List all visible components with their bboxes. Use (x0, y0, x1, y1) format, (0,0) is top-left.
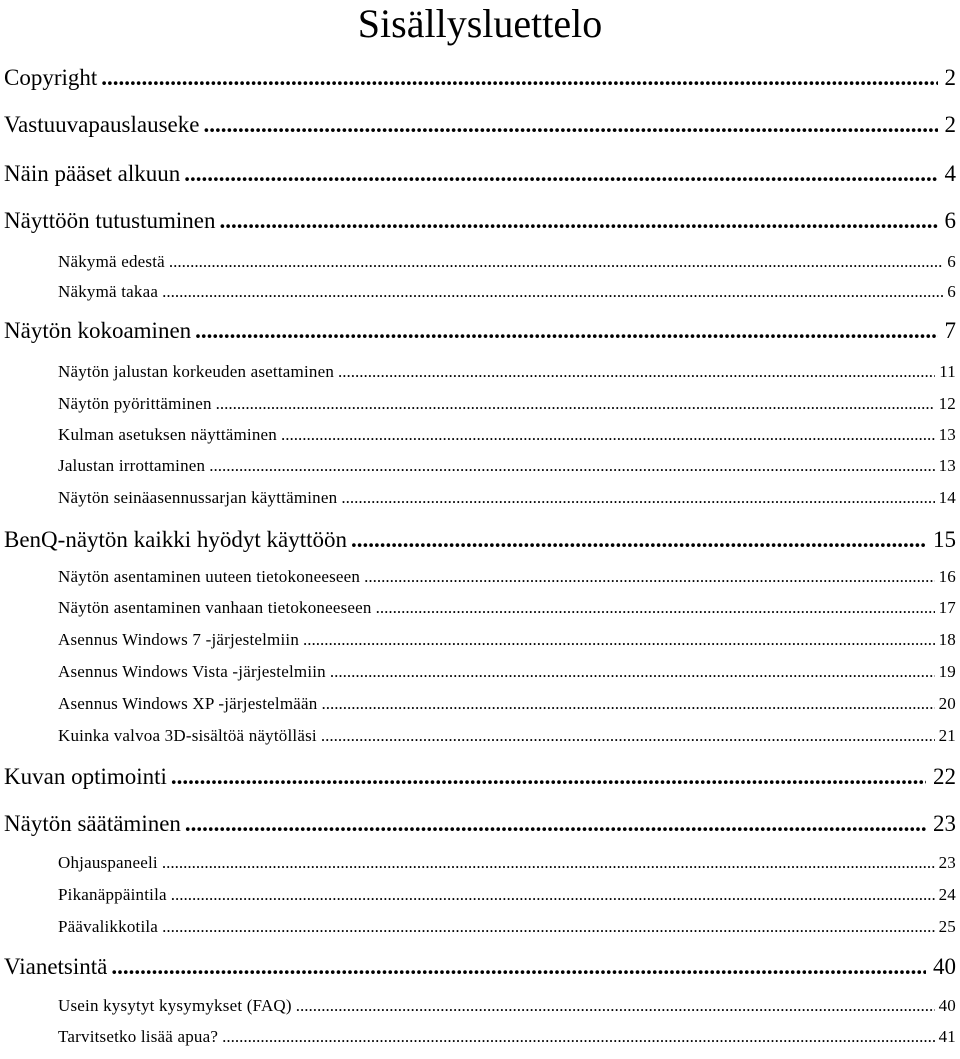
dot-leader (281, 426, 935, 443)
dot-leader (171, 765, 926, 788)
toc-entry-page-number: 18 (938, 629, 956, 649)
dot-leader (185, 812, 926, 835)
toc-entry-label: Näytön asentaminen uuteen tietokoneeseen (58, 566, 361, 586)
toc-entry-page-number: 19 (938, 661, 956, 681)
dot-leader (171, 886, 935, 903)
dot-leader (203, 113, 937, 136)
toc-entry-label: Kuvan optimointi (4, 764, 167, 790)
toc-entry[interactable] (58, 695, 956, 712)
toc-entry-page-number: 4 (944, 161, 956, 187)
dot-leader (219, 209, 937, 232)
dot-leader (169, 253, 943, 270)
toc-entry-page-number: 7 (944, 318, 956, 344)
toc-entry-page-number: 13 (938, 455, 956, 475)
toc-entry-label: Päävalikkotila (58, 916, 159, 936)
toc-entry-label: Copyright (4, 65, 98, 91)
toc-entry-label: Tarvitsetko lisää apua? (58, 1026, 219, 1046)
toc-entry-label: Näytön seinäasennussarjan käyttäminen (58, 487, 338, 507)
toc-entry-page-number: 2 (944, 112, 956, 138)
dot-leader (330, 663, 935, 680)
toc-entry-label: Asennus Windows 7 -järjestelmiin (58, 629, 300, 649)
dot-leader (111, 955, 926, 978)
toc-entry-label: Näytön kokoaminen (4, 318, 192, 344)
toc-entry[interactable] (58, 599, 956, 616)
dot-leader (162, 918, 935, 935)
toc-entry-page-number: 41 (938, 1026, 956, 1046)
toc-entry[interactable] (58, 854, 956, 871)
toc-entry-page-number: 20 (938, 693, 956, 713)
toc-entry[interactable] (58, 1028, 956, 1045)
toc-entry-page-number: 6 (947, 251, 956, 271)
dot-leader (184, 162, 937, 185)
dot-leader (209, 457, 934, 474)
toc-entry-label: Usein kysytyt kysymykset (FAQ) (58, 995, 292, 1015)
dot-leader (321, 727, 935, 744)
dot-leader (341, 489, 934, 506)
toc-entry[interactable] (4, 812, 956, 835)
toc-entry-label: Näytön säätäminen (4, 811, 181, 837)
toc-entry-page-number: 14 (938, 487, 956, 507)
toc-entry-page-number: 12 (938, 393, 956, 413)
dot-leader (162, 854, 935, 871)
dot-leader (303, 631, 935, 648)
toc-entry-label: Ohjauspaneeli (58, 852, 158, 872)
dot-leader (101, 66, 937, 89)
toc-entry-page-number: 6 (947, 281, 956, 301)
toc-entry[interactable] (58, 363, 956, 380)
toc-entry[interactable] (58, 663, 956, 680)
toc-entry[interactable] (4, 955, 956, 978)
toc-entry-label: BenQ-näytön kaikki hyödyt käyttöön (4, 527, 348, 553)
toc-entry-page-number: 21 (938, 725, 956, 745)
toc-entry-label: Vianetsintä (4, 954, 108, 980)
dot-leader (364, 568, 935, 585)
toc-entry-label: Kulman asetuksen näyttäminen (58, 424, 277, 444)
dot-leader (338, 363, 935, 380)
toc-entry[interactable] (58, 489, 956, 506)
toc-entry-label: Asennus Windows Vista -järjestelmiin (58, 661, 326, 681)
page-title: Sisällysluettelo (357, 1, 603, 46)
toc-entry-page-number: 15 (933, 527, 956, 553)
toc-entry-label: Vastuuvapauslauseke (4, 112, 200, 138)
toc-entry-page-number: 23 (933, 811, 956, 837)
toc-entry-label: Asennus Windows XP -järjestelmään (58, 693, 318, 713)
toc-entry[interactable] (58, 395, 956, 412)
toc-entry[interactable] (4, 528, 956, 551)
toc-entry-label: Jalustan irrottaminen (58, 455, 206, 475)
toc-entry-page-number: 11 (939, 361, 956, 381)
dot-leader (222, 1028, 934, 1045)
toc-entry-page-number: 16 (938, 566, 956, 586)
dot-leader (296, 997, 935, 1014)
toc-entry-label: Pikanäppäintila (58, 884, 167, 904)
toc-entry-label: Näkymä edestä (58, 251, 165, 271)
toc-entry-label: Näytön pyörittäminen (58, 393, 212, 413)
toc-entry-page-number: 40 (938, 995, 956, 1015)
dot-leader (216, 395, 935, 412)
toc-entry[interactable] (58, 997, 956, 1014)
toc-entry-page-number: 22 (933, 764, 956, 790)
toc-entry[interactable] (4, 66, 956, 89)
toc-entry-page-number: 24 (938, 884, 956, 904)
toc-entry[interactable] (58, 918, 956, 935)
dot-leader (321, 695, 934, 712)
toc-entry[interactable] (58, 568, 956, 585)
dot-leader (351, 528, 926, 551)
dot-leader (376, 599, 935, 616)
toc-entry-page-number: 2 (944, 65, 956, 91)
toc-entry[interactable] (58, 253, 956, 270)
toc-entry[interactable] (4, 162, 956, 185)
toc-entry[interactable] (58, 886, 956, 903)
toc-entry-page-number: 25 (938, 916, 956, 936)
toc-entry-label: Kuinka valvoa 3D-sisältöä näytölläsi (58, 725, 317, 745)
toc-entry-page-number: 17 (938, 597, 956, 617)
toc-entry-label: Näkymä takaa (58, 281, 159, 301)
toc-entry-page-number: 40 (933, 954, 956, 980)
toc-entry-label: Näytön asentaminen vanhaan tietokoneeseen (58, 597, 372, 617)
dot-leader (195, 319, 937, 342)
toc-entry[interactable] (58, 426, 956, 443)
toc-entry[interactable] (58, 631, 956, 648)
toc-entry-page-number: 6 (944, 208, 956, 234)
dot-leader (162, 283, 943, 300)
toc-entry[interactable] (4, 209, 956, 232)
toc-entry-label: Näyttöön tutustuminen (4, 208, 216, 234)
toc-entry-label: Näin pääset alkuun (4, 161, 181, 187)
toc-entry[interactable] (4, 319, 956, 342)
toc-entry[interactable] (4, 765, 956, 788)
toc-entry[interactable] (4, 113, 956, 136)
toc-entry[interactable] (58, 283, 956, 300)
toc-entry[interactable] (58, 457, 956, 474)
toc-entry-page-number: 13 (938, 424, 956, 444)
toc-entry-page-number: 23 (938, 852, 956, 872)
toc-entry-label: Näytön jalustan korkeuden asettaminen (58, 361, 335, 381)
toc-entry[interactable] (58, 727, 956, 744)
